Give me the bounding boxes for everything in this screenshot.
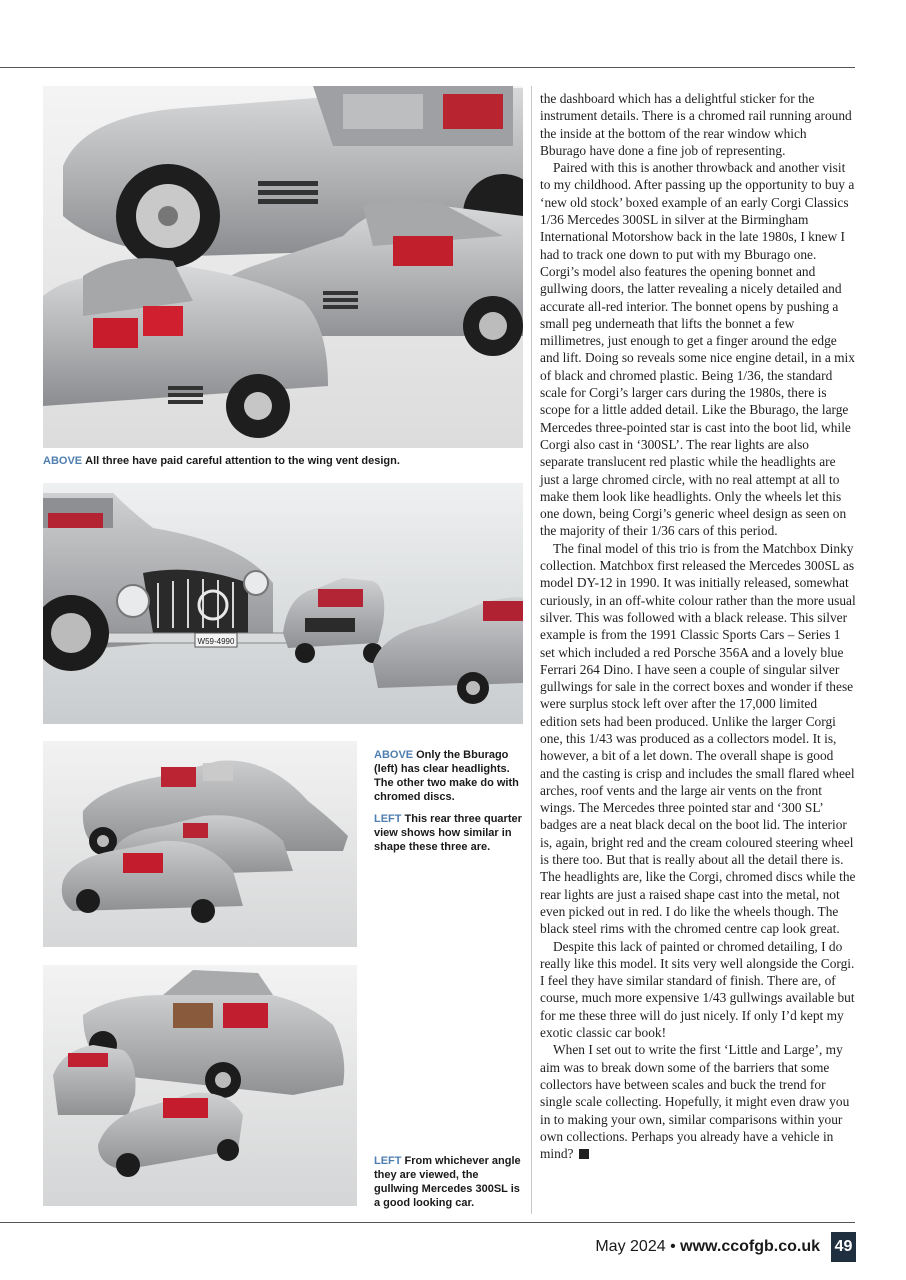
caption-text: This rear three quarter view shows how similar in shape these three are.	[374, 813, 522, 853]
article-paragraph-text: When I set out to write the first ‘Little and Large’, my aim was to break down some of the barriers that some collectors have between scales and buck the trend for single scale collecting. Hopefully, it might even draw you in to making your own, similar comparisons within your own collections. Perhaps you already have a vehicle in mind?	[540, 1042, 850, 1162]
footer-issue: May 2024	[595, 1238, 666, 1255]
footer-separator: •	[670, 1238, 676, 1255]
number-plate: W59-4990	[197, 637, 235, 646]
article-body	[540, 90, 856, 1162]
footer-website-link[interactable]: www.ccofgb.co.uk	[680, 1238, 820, 1255]
photo-gullwings-open	[43, 965, 357, 1206]
caption-tag: ABOVE	[374, 749, 414, 761]
page-number: 49	[831, 1232, 856, 1262]
caption-tag: LEFT	[374, 813, 402, 825]
photo-rear-three-quarter	[43, 741, 357, 947]
article-paragraph: Paired with this is another throwback and another visit to my childhood. After passing up the opportunity to buy a ‘new old stock’ boxed example of an early Corgi Classics 1/36 Mercedes 300SL in silver at the Birmingham International Motorshow back in the late 1980s, I knew I had to track one down to put with my Bburago one. Corgi’s model also features the opening bonnet and gullwing doors, the latter revealing a nicely detailed and accurate all-red interior. The bonnet opens by pushing a small peg underneath that lifts the bonnet a few millimetres, just enough to get a finger around the edge and lift. Doing so reveals some nice engine detail, in a mix of black and chromed plastic. Being 1/36, the standard scale for Corgi’s larger cars during the 1980s, there is scope for a little added detail. Like the Bburago, the large Mercedes three-pointed star is cast into the boot lid, while Corgi also cast in ‘300SL’. The rear lights are also separate translucent red plastic while the headlights are just a large chromed circle, with no real attempt at all to make them look like headlights. Only the wheels let this one down, being Corgi’s generic wheel design as seen on the majority of their 1/36 cars of this period.	[540, 160, 855, 539]
caption-good-looking	[374, 1154, 524, 1210]
top-rule	[0, 67, 855, 68]
caption-block-upper	[374, 748, 524, 862]
footer	[595, 1238, 820, 1256]
caption-text: From whichever angle they are viewed, the gullwing Mercedes 300SL is a good looking car.	[374, 1155, 521, 1209]
photo-headlights	[43, 483, 523, 724]
bottom-rule	[0, 1222, 855, 1223]
caption-rear-view	[374, 812, 524, 854]
caption-text: All three have paid careful attention to the wing vent design.	[85, 455, 400, 467]
caption-wing-vents	[43, 454, 523, 468]
article-paragraph: the dashboard which has a delightful sticker for the instrument details. There is a chromed rail running around the inside at the bottom of the rear window which Bburago have done a fine job of representing.	[540, 91, 852, 158]
article-paragraph-last	[540, 1041, 856, 1162]
caption-tag: LEFT	[374, 1155, 402, 1167]
caption-headlights	[374, 748, 524, 804]
column-divider	[531, 86, 532, 1214]
end-mark-icon	[579, 1149, 589, 1159]
caption-text: Only the Bburago (left) has clear headlights. The other two make do with chromed discs.	[374, 749, 519, 803]
article-paragraph: The final model of this trio is from the Matchbox Dinky collection. Matchbox first released the Mercedes 300SL as model DY-12 in 1990. It was initially released, somewhat curiously, in an off-white colour rather than the more usual silver. This was followed with a black release. This silver example is from the 1991 Classic Sports Cars – Series 1 set which included a red Porsche 356A and a lovely blue Ferrari 264 Dino. I have seen a couple of singular silver gullwings for sale in the correct boxes and wonder if these were surplus stock left over after the 17,000 limited edition sets had been produced. Unlike the larger Corgi one, this 1/43 was produced as a collectors model. It is, however, a bit of a let down. The overall shape is good and the casting is crisp and includes the small flared wheel arches, roof vents and the large air vents on the front wings. The Mercedes three pointed star and ‘300 SL’ badges are a neat black decal on the boot lid. The interior is, again, bright red and the cream coloured steering wheel is there too. But that is really about all the detail there is. The headlights are, like the Corgi, chromed discs while the rear lights are just a raised shape cast into the metal, not even picked out in red. I do like the wheels though. The black steel rims with the chromed centre cap look great.	[540, 540, 856, 937]
caption-tag: ABOVE	[43, 455, 83, 467]
photo-wing-vents	[43, 86, 523, 448]
article-paragraph: Despite this lack of painted or chromed detailing, I do really like this model. It sits very well alongside the Corgi. I feel they have similar standard of finish. There are, of course, much more expensive 1/43 gullwings available but for me these three will do just nicely. If only I’d kept my exotic classic car book!	[540, 938, 855, 1041]
caption-block-lower	[374, 1154, 524, 1218]
